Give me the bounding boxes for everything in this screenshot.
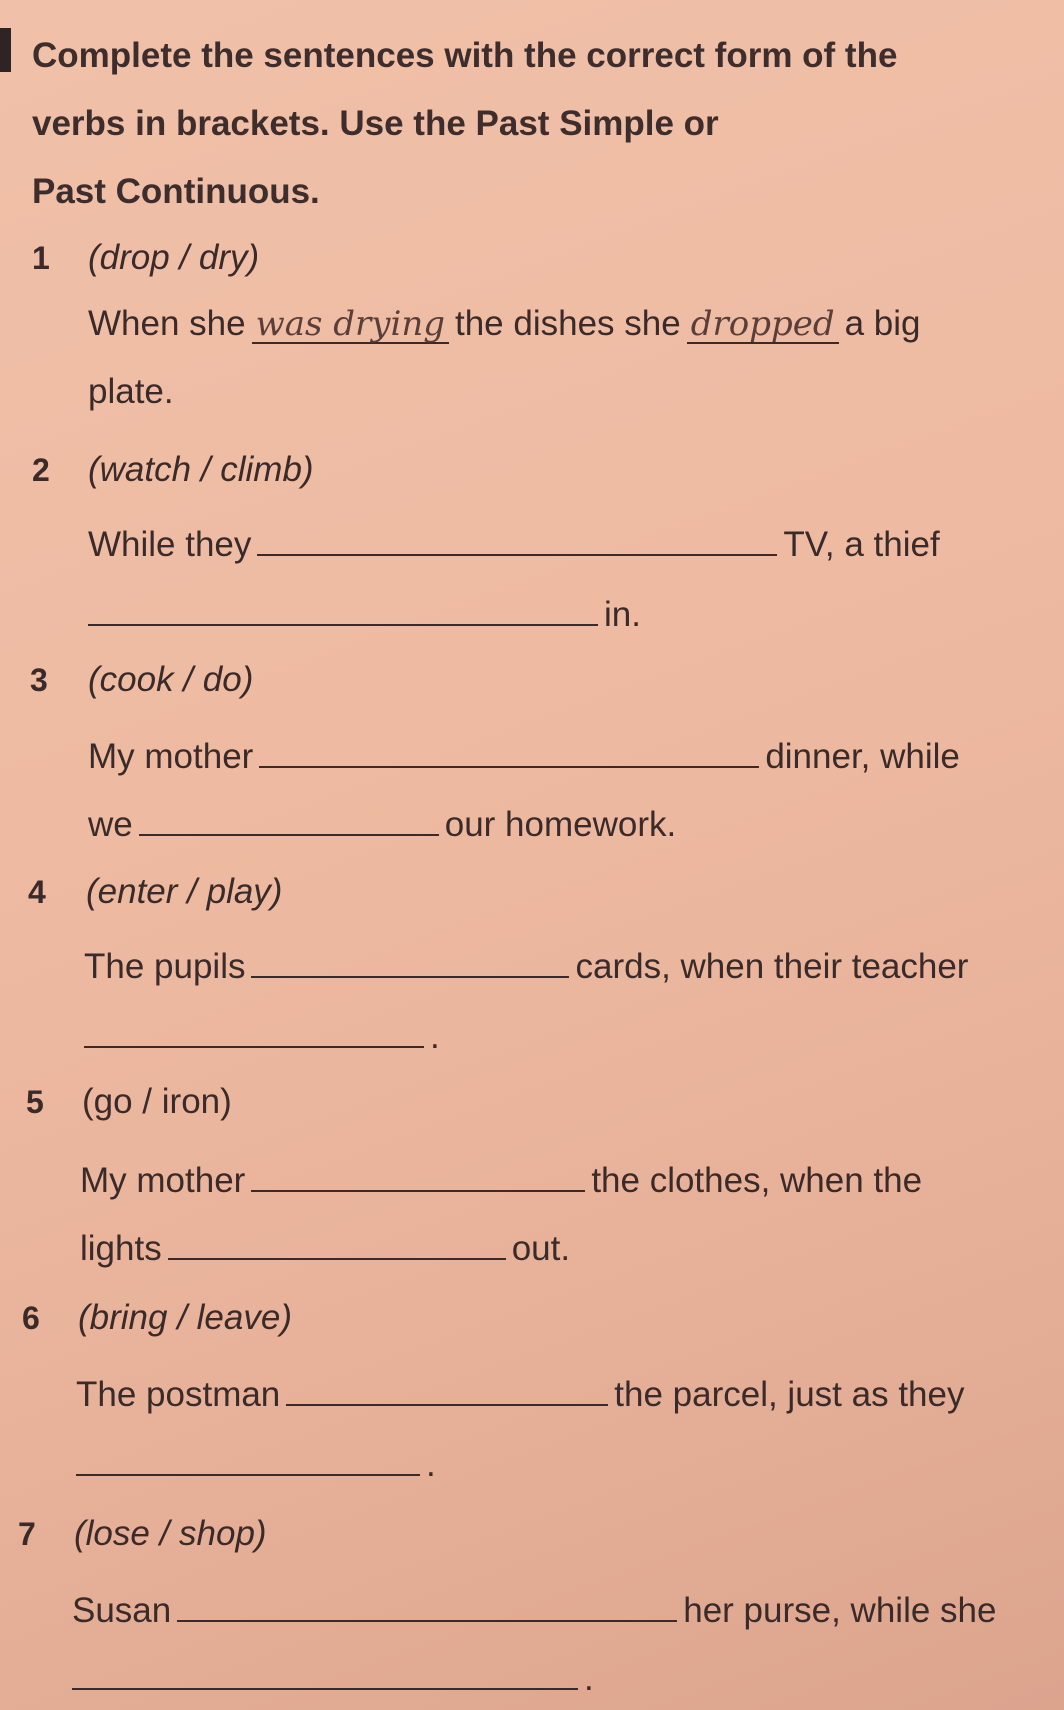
item-number: 6 bbox=[22, 1300, 40, 1336]
verb-cue: (cook / do) bbox=[88, 660, 254, 699]
answer-blank[interactable] bbox=[72, 1652, 578, 1690]
sentence-text: When she bbox=[88, 304, 246, 343]
answer-blank[interactable] bbox=[76, 1438, 420, 1476]
sentence-text: dinner, while bbox=[765, 737, 960, 776]
sentence-text: her purse, while she bbox=[683, 1591, 997, 1630]
sentence-text: the clothes, when the bbox=[591, 1161, 923, 1200]
answer-blank-filled[interactable]: dropped bbox=[687, 306, 839, 344]
answer-blank[interactable] bbox=[177, 1584, 677, 1622]
answer-blank[interactable] bbox=[257, 518, 777, 556]
section-marker bbox=[0, 28, 11, 72]
sentence-text: cards, when their teacher bbox=[575, 947, 969, 986]
instructions-line-3: Past Continuous. bbox=[32, 172, 320, 211]
verb-cue: (watch / climb) bbox=[88, 450, 314, 489]
verb-cue: (bring / leave) bbox=[78, 1298, 292, 1337]
sentence-text: the dishes she bbox=[454, 304, 681, 343]
item-number: 7 bbox=[18, 1516, 36, 1552]
item-number: 2 bbox=[32, 452, 50, 488]
verb-cue: (drop / dry) bbox=[88, 238, 260, 277]
sentence-text: Susan bbox=[72, 1591, 172, 1630]
instructions bbox=[32, 22, 1032, 226]
verb-cue: (go / iron) bbox=[82, 1082, 232, 1121]
answer-blank[interactable] bbox=[84, 1010, 424, 1048]
sentence-text: lights bbox=[80, 1229, 162, 1268]
item-number: 1 bbox=[32, 240, 50, 276]
sentence-text: . bbox=[430, 1017, 440, 1056]
answer-blank[interactable] bbox=[286, 1368, 608, 1406]
sentence-text: My mother bbox=[80, 1161, 246, 1200]
verb-cue: (enter / play) bbox=[86, 872, 283, 911]
sentence-text: TV, a thief bbox=[783, 525, 940, 564]
instructions-line-2: verbs in brackets. Use the Past Simple or bbox=[32, 104, 719, 143]
sentence-text: The pupils bbox=[84, 947, 246, 986]
instructions-line-1: Complete the sentences with the correct form of the bbox=[32, 36, 898, 75]
sentence-text: our homework. bbox=[444, 805, 677, 844]
sentence-text: The postman bbox=[76, 1375, 281, 1414]
answer-blank[interactable] bbox=[168, 1222, 506, 1260]
sentence-text: . bbox=[584, 1659, 594, 1698]
verb-cue: (lose / shop) bbox=[74, 1514, 267, 1553]
sentence-text: . bbox=[426, 1445, 436, 1484]
sentence-text: a big bbox=[844, 304, 921, 343]
answer-blank[interactable] bbox=[139, 798, 439, 836]
answer-blank[interactable] bbox=[251, 1154, 585, 1192]
answer-blank[interactable] bbox=[88, 588, 598, 626]
sentence-text: the parcel, just as they bbox=[614, 1375, 965, 1414]
answer-blank-filled[interactable]: was drying bbox=[252, 306, 449, 344]
sentence-text: in. bbox=[604, 595, 641, 634]
sentence-text: While they bbox=[88, 525, 252, 564]
sentence-text: we bbox=[88, 805, 133, 844]
sentence-text: plate. bbox=[88, 372, 174, 411]
sentence-text: out. bbox=[511, 1229, 571, 1268]
sentence-text: My mother bbox=[88, 737, 254, 776]
answer-blank[interactable] bbox=[251, 940, 569, 978]
item-number: 4 bbox=[28, 874, 46, 910]
answer-blank[interactable] bbox=[259, 730, 759, 768]
item-number: 3 bbox=[30, 662, 48, 698]
item-number: 5 bbox=[26, 1084, 44, 1120]
